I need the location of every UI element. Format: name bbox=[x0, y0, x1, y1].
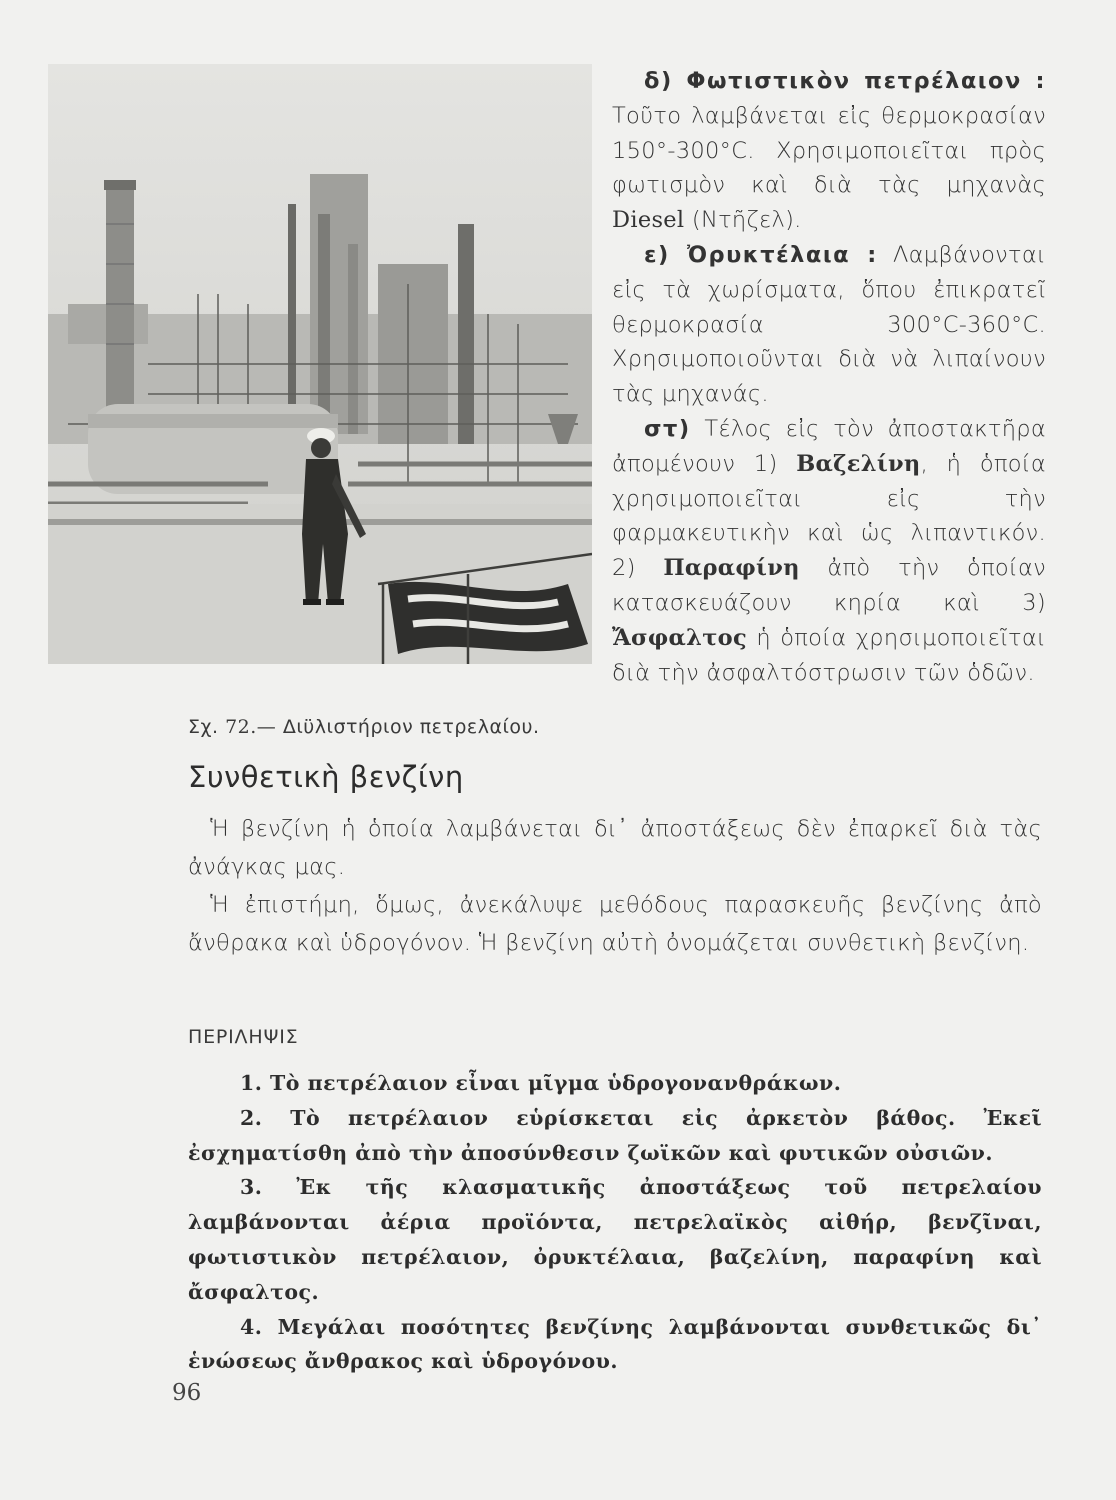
section-title: Συνθετικὴ βενζίνη bbox=[188, 760, 464, 794]
summary-list bbox=[188, 1066, 1042, 1379]
summary-heading: ΠΕΡΙΛΗΨΙΣ bbox=[188, 1026, 299, 1048]
summary-item-3: 3. Ἐκ τῆς κλασματικῆς ἀποστάξεως τοῦ πετρελαίου λαμβάνονται ἀέρια προϊόντα, πετρελαϊκὸς αἰθήρ, βενζῖναι, φωτιστικὸν πετρέλαιον, ὀρυκτέλαια, βαζελίνη, παραφίνη καὶ ἄσφαλτος. bbox=[188, 1175, 1042, 1304]
section-p2-text: Ἡ ἐπιστήμη, ὅμως, ἀνεκάλυψε μεθόδους παρασκευῆς βενζίνης ἀπὸ ἄνθρακα καὶ ὑδρογόνον. Ἡ βενζίνη αὐτὴ ὀνομάζεται συνθετικὴ βενζίνη. bbox=[188, 892, 1042, 956]
refinery-photo bbox=[48, 64, 592, 664]
section-body bbox=[188, 810, 1042, 962]
text-st1: Τέλος εἰς τὸν ἀποστακτῆρα ἀπομένουν 1) bbox=[612, 415, 1046, 477]
label-e: ε) Ὀρυκτέλαια : bbox=[644, 241, 878, 268]
paragraph-e bbox=[612, 238, 1046, 412]
text-d2: (Ντῆζελ). bbox=[684, 207, 802, 234]
paragraph-st bbox=[612, 412, 1046, 690]
summary-item bbox=[188, 1310, 1042, 1380]
term-asphalt: Ἄσφαλτος bbox=[612, 624, 747, 651]
summary-item bbox=[188, 1066, 1042, 1101]
term-vaseline: Βαζελίνη bbox=[796, 450, 921, 477]
summary-item-4: 4. Μεγάλαι ποσότητες βενζίνης λαμβάνονται συνθετικῶς δι᾽ ἑνώσεως ἄνθρακος καὶ ὑδρογόνου. bbox=[188, 1314, 1042, 1374]
right-column bbox=[612, 64, 1046, 690]
page-number: 96 bbox=[172, 1380, 202, 1406]
label-st: στ) bbox=[644, 415, 691, 442]
summary-item-2: 2. Τὸ πετρέλαιον εὑρίσκεται εἰς ἀρκετὸν βάθος. Ἐκεῖ ἐσχηματίσθη ἀπὸ τὴν ἀποσύνθεσιν ζωϊκῶν καὶ φυτικῶν οὐσιῶν. bbox=[188, 1105, 1042, 1165]
diesel-word: Diesel bbox=[612, 207, 685, 234]
term-paraffin: Παραφίνη bbox=[663, 555, 800, 582]
paragraph-d bbox=[612, 64, 1046, 238]
caption-prefix: Σχ. bbox=[188, 716, 219, 738]
text-d1: Τοῦτο λαμβάνεται εἰς θερμοκρασίαν 150°-300°C. Χρησιμοποιεῖται πρὸς φωτισμὸν καὶ διὰ τὰς μηχανὰς bbox=[612, 102, 1046, 199]
text-st4: ἡ ὁποία χρησιμοποιεῖται διὰ τὴν ἀσφαλτόστρωσιν τῶν ὁδῶν. bbox=[612, 624, 1046, 686]
caption-number: 72.— bbox=[225, 716, 277, 738]
figure-caption bbox=[188, 716, 540, 738]
summary-item bbox=[188, 1101, 1042, 1171]
text-st3: ἀπὸ τὴν ὁποίαν κατασκευάζουν κηρία καὶ 3) bbox=[612, 555, 1046, 616]
section-p1-text: Ἡ βενζίνη ἡ ὁποία λαμβάνεται δι᾽ ἀποστάξεως δὲν ἐπαρκεῖ διὰ τὰς ἀνάγκας μας. bbox=[188, 816, 1042, 880]
section-paragraph-2 bbox=[188, 886, 1042, 962]
label-d: δ) Φωτιστικὸν πετρέλαιον : bbox=[644, 68, 1046, 94]
caption-text: Διϋλιστήριον πετρελαίου. bbox=[282, 716, 540, 738]
text-e: Λαμβάνονται εἰς τὰ χωρίσματα, ὅπου ἐπικρατεῖ θερμοκρασία 300°C-360°C. Χρησιμοποιοῦνται διὰ νὰ λιπαίνουν τὰς μηχανάς. bbox=[612, 241, 1046, 408]
summary-item bbox=[188, 1170, 1042, 1309]
summary-item-1: 1. Τὸ πετρέλαιον εἶναι μῖγμα ὑδρογονανθράκων. bbox=[240, 1071, 842, 1095]
text-st2: , ἡ ὁποία χρησιμοποιεῖται εἰς τὴν φαρμακευτικὴν καὶ ὡς λιπαντικόν. 2) bbox=[612, 450, 1046, 582]
section-paragraph-1 bbox=[188, 810, 1042, 886]
